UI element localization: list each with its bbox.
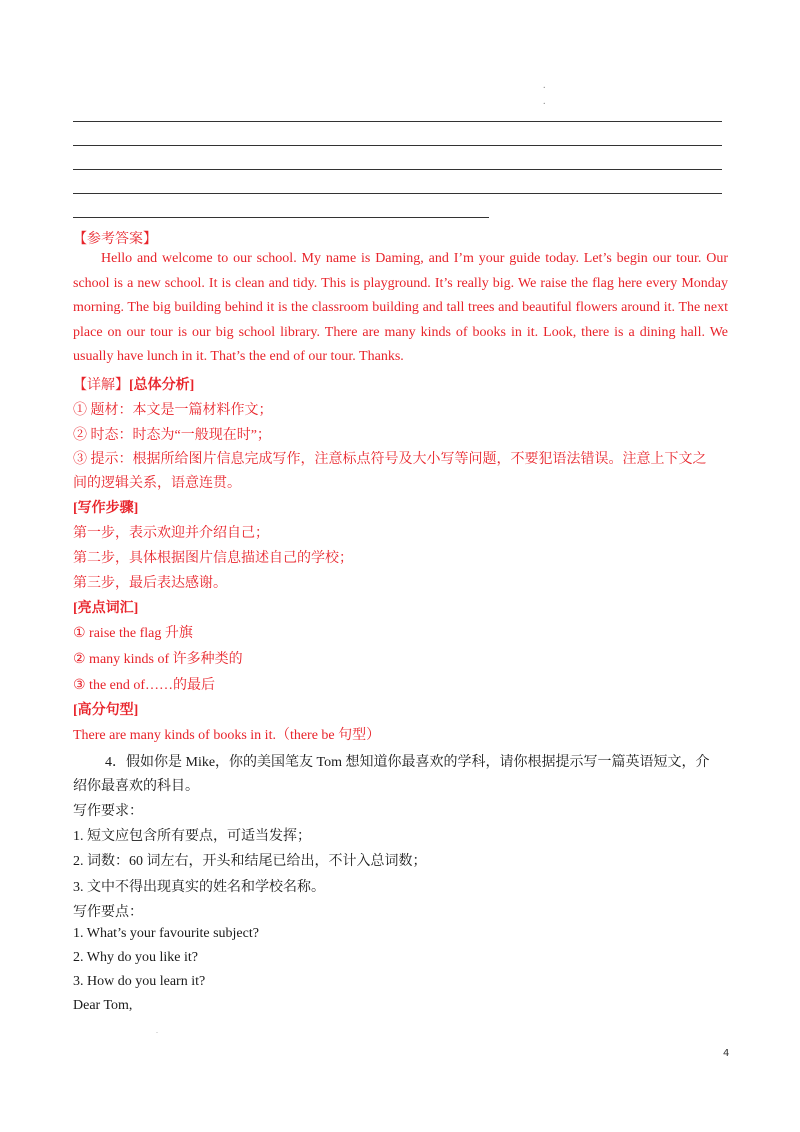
question-line-2: 绍你最喜欢的科目。 — [73, 779, 199, 794]
points-label: 写作要点： — [73, 905, 143, 920]
detail-item: ① 题材：本文是一篇材料作文； — [73, 403, 273, 418]
point-item: 1. What’s your favourite subject? — [73, 926, 259, 941]
detail-item: 间的逻辑关系，语意连贯。 — [73, 476, 241, 491]
detail-item: ② 时态：时态为“一般现在时”； — [73, 428, 271, 443]
header-marks: . . — [543, 80, 546, 107]
detail-item: ③ 提示：根据所给图片信息完成写作，注意标点符号及大小写等问题，不要犯语法错误。注意上下文之 — [73, 452, 707, 467]
greeting: Dear Tom, — [73, 998, 133, 1013]
point-item: 2. Why do you like it? — [73, 950, 198, 965]
point-item: 3. How do you learn it? — [73, 974, 206, 989]
step-item: 第一步，表示欢迎并介绍自己； — [73, 526, 269, 541]
answer-label: 【参考答案】 — [73, 232, 157, 247]
requirement-item: 3. 文中不得出现真实的姓名和学校名称。 — [73, 880, 325, 895]
writing-line — [73, 169, 722, 170]
sentence-label: [高分句型] — [73, 703, 139, 718]
writing-line — [73, 193, 722, 194]
sentence-text: There are many kinds of books in it.（there be 句型） — [73, 728, 381, 743]
requirement-item: 1. 短文应包含所有要点，可适当发挥； — [73, 829, 311, 844]
answer-paragraph: Hello and welcome to our school. My name is Daming, and I’m your guide today. Let’s begin our tour. Our school is a new school. It is clean and tidy. This is playground. It’s really big. We raise the flag here every Monday morning. The big building behind it is the classroom building and tall trees and beautiful flowers around it. The next place on our tour is our big school library. There are many kinds of books in it. Look, there is a dining hall. We usually have lunch in it. That’s the end of our tour. Thanks. — [73, 251, 728, 364]
vocab-item: ① raise the flag 升旗 — [73, 626, 193, 641]
page-number: 4 — [723, 1048, 730, 1059]
step-item: 第二步，具体根据图片信息描述自己的学校； — [73, 551, 353, 566]
writing-line — [73, 145, 722, 146]
question-line-1: 4．假如你是 Mike，你的美国笔友 Tom 想知道你最喜欢的学科，请你根据提示写一篇英语短文，介 — [105, 755, 710, 770]
steps-label: [写作步骤] — [73, 501, 139, 516]
requirement-item: 2. 词数：60 词左右，开头和结尾已给出，不计入总词数； — [73, 854, 427, 869]
writing-line — [73, 217, 489, 218]
vocab-item: ③ the end of……的最后 — [73, 678, 216, 693]
vocab-item: ② many kinds of 许多种类的 — [73, 652, 243, 667]
step-item: 第三步，最后表达感谢。 — [73, 576, 227, 591]
footer-mark: . — [156, 1026, 158, 1035]
detail-label: 【详解】 — [73, 378, 129, 393]
detail-heading — [73, 374, 194, 394]
requirements-label: 写作要求： — [73, 804, 143, 819]
vocab-label: [亮点词汇] — [73, 601, 139, 616]
overall-analysis-label: [总体分析] — [129, 378, 195, 393]
writing-line — [73, 121, 722, 122]
